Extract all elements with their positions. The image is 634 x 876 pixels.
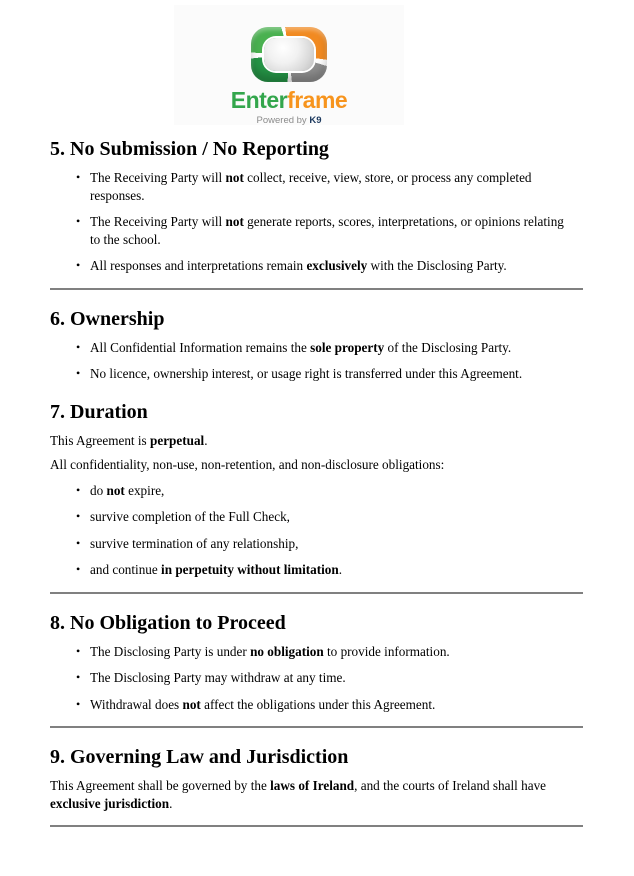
text-run: All Confidential Information remains the <box>90 339 311 355</box>
bullet-item <box>90 535 583 553</box>
bullet-item <box>90 643 583 661</box>
bold-text-run: in perpetuity without limitation <box>161 562 339 577</box>
section-heading: 7. Duration <box>50 400 148 423</box>
bold-text-run: not <box>106 482 125 498</box>
bold-text-run: exclusively <box>306 258 368 273</box>
text-run: to provide information. <box>323 643 450 659</box>
text-run: with the Disclosing Party. <box>367 258 507 273</box>
text-run: expire, <box>124 482 165 498</box>
text-run: of the Disclosing Party. <box>384 339 512 355</box>
text-run: No licence, ownership interest, or usage right is transferred under this Agreement. <box>90 366 523 381</box>
text-run: survive termination of any relationship, <box>90 535 299 551</box>
text-run: and continue <box>90 562 162 577</box>
text-run: The Disclosing Party is under <box>90 643 251 659</box>
section-divider <box>50 288 583 290</box>
section-blocks <box>50 777 583 812</box>
logo-powered-line <box>257 116 322 126</box>
text-run: . <box>338 562 343 577</box>
text-run: All confidentiality, non-use, non-retention, and non-disclosure obligations: <box>50 457 445 472</box>
company-logo <box>174 5 404 125</box>
paragraph <box>50 777 583 812</box>
bullet-item <box>90 696 583 714</box>
logo-brand-frame: frame <box>287 86 348 113</box>
section-heading: 9. Governing Law and Jurisdiction <box>50 746 349 768</box>
text-run: . <box>204 432 208 448</box>
bold-text-run: not <box>182 696 201 712</box>
section-heading: 8. No Obligation to Proceed <box>50 611 286 634</box>
bold-text-run: exclusive jurisdiction <box>50 795 170 811</box>
document-body <box>50 138 583 827</box>
bullet-item <box>90 482 583 500</box>
bullet-list <box>50 482 583 579</box>
section-blocks <box>50 339 583 383</box>
text-run: affect the obligations under this Agreement. <box>200 696 436 712</box>
bold-text-run: laws of Ireland <box>270 778 355 793</box>
bold-text-run: not <box>225 214 244 229</box>
bold-text-run: not <box>225 170 244 185</box>
section-divider <box>50 825 583 827</box>
section-blocks <box>50 432 583 579</box>
bold-text-run: sole property <box>310 339 385 355</box>
paragraph <box>50 432 583 450</box>
document-section <box>50 612 583 714</box>
bullet-item <box>90 669 583 687</box>
text-run: The Disclosing Party may withdraw at any time. <box>90 670 346 685</box>
section-heading: 6. Ownership <box>50 307 165 330</box>
logo-brand-enter: Enter <box>230 86 288 113</box>
bullet-item <box>90 508 583 526</box>
bullet-item <box>90 257 583 275</box>
powered-by-text: Powered by <box>256 114 307 126</box>
text-run: survive completion of the Full Check, <box>90 509 290 524</box>
text-run: The Receiving Party will <box>90 170 226 185</box>
text-run: do <box>90 482 107 498</box>
bold-text-run: perpetual <box>150 432 205 448</box>
text-run: This Agreement is <box>50 432 150 448</box>
bullet-item <box>90 339 583 357</box>
bullet-item <box>90 169 583 204</box>
section-divider <box>50 726 583 728</box>
powered-brand-k9: K9 <box>309 114 322 126</box>
section-blocks <box>50 169 583 275</box>
bullet-item <box>90 213 583 248</box>
text-run: Withdrawal does <box>90 696 183 712</box>
bullet-list <box>50 169 583 275</box>
text-run: All responses and interpretations remain <box>90 258 307 273</box>
bullet-list <box>50 643 583 714</box>
document-section <box>50 138 583 275</box>
bullet-list <box>50 339 583 383</box>
document-section <box>50 746 583 812</box>
section-blocks <box>50 643 583 714</box>
document-section <box>50 401 583 579</box>
text-run: . <box>169 795 173 811</box>
text-run: generate reports, scores, interpretations, or opinions relating to the school. <box>90 214 564 247</box>
document-section <box>50 308 583 383</box>
text-run: collect, receive, view, store, or process any completed responses. <box>90 170 532 203</box>
section-divider <box>50 592 583 594</box>
enterframe-pinwheel-logo-icon <box>251 27 327 82</box>
document-page <box>0 5 634 876</box>
text-run: This Agreement shall be governed by the <box>50 778 271 793</box>
text-run: , and the courts of Ireland shall have <box>354 778 547 793</box>
bullet-item <box>90 561 583 579</box>
section-heading: 5. No Submission / No Reporting <box>50 138 329 160</box>
bullet-item <box>90 365 583 383</box>
paragraph <box>50 456 583 474</box>
text-run: The Receiving Party will <box>90 214 226 229</box>
bold-text-run: no obligation <box>250 643 324 659</box>
logo-brand-text <box>230 86 348 113</box>
